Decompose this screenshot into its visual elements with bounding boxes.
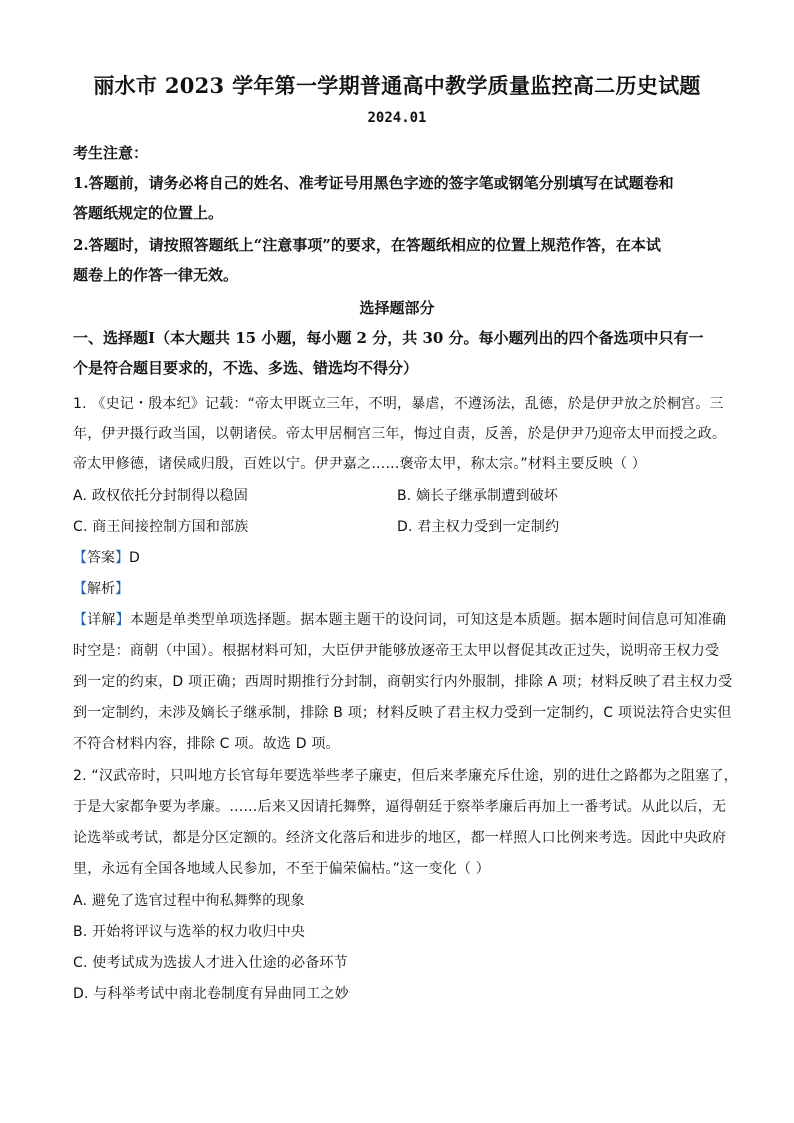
q2-stem-line-2: 于是大家都争要为孝廉。……后来又因请托舞弊，逼得朝廷于察举孝廉后再加上一番考试。从此以后，无 (73, 799, 727, 815)
analysis-label: 解析 (87, 581, 115, 597)
q1-option-d: D. 君主权力受到一定制约 (397, 519, 560, 535)
detail-text: 本题是单类型单项选择题。据本题主题干的设问词，可知这是本质题。据本题时间信息可知准确 (129, 612, 727, 628)
q1-detail-line-3: 到一定的约束，D 项正确；西周时期推行分封制，商朝实行内外服制，排除 A 项；材料反映了君主权力受 (73, 674, 733, 690)
q1-answer: 【答案】D (73, 550, 140, 566)
q1-option-c: C. 商王间接控制方国和部族 (73, 519, 249, 535)
section-instruction-line-1: 一、选择题Ⅰ（本大题共 15 小题，每小题 2 分，共 30 分。每小题列出的四个备选项中只有一 (73, 329, 704, 347)
q1-option-b: B. 嫡长子继承制遭到破坏 (397, 488, 559, 504)
q1-stem-line-1: 1. 《史记・殷本纪》记载：“帝太甲既立三年，不明，暴虐，不遵汤法，乱德，於是伊尹放之於桐宫。三 (73, 396, 724, 412)
notice-line-4: 题卷上的作答一律无效。 (73, 266, 239, 284)
notice-line-2: 答题纸规定的位置上。 (73, 204, 224, 222)
notice-heading: 考生注意： (73, 144, 149, 162)
q1-detail-line-2: 时空是：商朝（中国）。根据材料可知，大臣伊尹能够放逐帝王太甲以督促其改正过失，说明帝王权力受 (73, 643, 720, 659)
q2-option-c: C. 使考试成为选拔人才进入仕途的必备环节 (73, 955, 348, 971)
q1-stem-line-2: 年，伊尹摄行政当国，以朝诸侯。帝太甲居桐宫三年，悔过自责，反善，於是伊尹乃迎帝太甲而授之政。 (73, 426, 727, 442)
answer-label: 答案 (87, 550, 115, 566)
exam-date: 2024.01 (367, 110, 427, 126)
q1-option-a: A. 政权依托分封制得以稳固 (73, 488, 249, 504)
detail-label: 详解 (87, 612, 116, 628)
q1-stem-line-3: 帝太甲修德，诸侯咸归殷，百姓以宁。伊尹嘉之……褒帝太甲，称太宗。”材料主要反映（ ） (73, 456, 647, 472)
q1-detail-line-1: 【详解】本题是单类型单项选择题。据本题主题干的设问词，可知这是本质题。据本题时间信息可知准确 (73, 612, 727, 628)
q2-stem-line-1: 2. “汉武帝时，只叫地方长官每年要选举些孝子廉吏，但后来孝廉充斥仕途，别的进仕之路都为之阻塞了， (73, 768, 738, 784)
answer-value: D (129, 550, 140, 566)
exam-title: 丽水市 2023 学年第一学期普通高中教学质量监控高二历史试题 (93, 73, 701, 98)
q2-option-a: A. 避免了选官过程中徇私舞弊的现象 (73, 893, 305, 909)
section-title: 选择题部分 (359, 299, 435, 317)
q1-detail-line-4: 到一定制约，未涉及嫡长子继承制，排除 B 项；材料反映了君主权力受到一定制约，C 项说法符合史实但 (73, 705, 732, 721)
q2-option-b: B. 开始将评议与选举的权力收归中央 (73, 924, 306, 940)
q2-stem-line-4: 里，永远有全国各地域人民参加，不至于偏荣偏枯。”这一变化（ ） (73, 861, 490, 877)
q2-stem-line-3: 论选举或考试，都是分区定额的。经济文化落后和进步的地区，都一样照人口比例来考选。因此中央政府 (73, 830, 727, 846)
section-instruction-line-2: 个是符合题目要求的，不选、多选、错选均不得分） (73, 359, 419, 377)
q1-detail-line-5: 不符合材料内容，排除 C 项。故选 D 项。 (73, 736, 340, 752)
notice-line-1: 1.答题前，请务必将自己的姓名、准考证号用黑色字迹的签字笔或钢笔分别填写在试题卷和 (73, 174, 674, 192)
q1-analysis-heading: 【解析】 (73, 581, 129, 597)
notice-line-3: 2.答题时，请按照答题纸上“注意事项”的要求，在答题纸相应的位置上规范作答，在本试 (73, 236, 661, 254)
q2-option-d: D. 与科举考试中南北卷制度有异曲同工之妙 (73, 986, 349, 1002)
